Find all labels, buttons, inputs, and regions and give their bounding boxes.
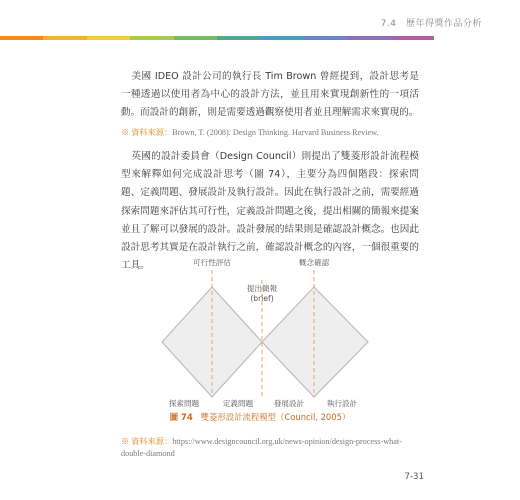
page-number: 7-31 bbox=[404, 472, 424, 482]
right-diamond bbox=[262, 287, 368, 397]
figure-number: 圖 74 bbox=[169, 412, 193, 422]
running-header: 7.4 歷年得獎作品分析 bbox=[380, 19, 482, 29]
label-feasibility: 可行性評估 bbox=[193, 258, 231, 267]
label-explore: 探索問題 bbox=[168, 399, 200, 408]
label-brief bbox=[247, 284, 277, 304]
figure-caption-text: 雙菱形設計流程模型（Council, 2005） bbox=[200, 412, 351, 422]
label-deliver: 執行設計 bbox=[326, 399, 358, 408]
brief-label-sub: (brief) bbox=[250, 294, 274, 303]
source-url: https://www.designcouncil.org.uk/news-opinion/design-process-what-double-diamond bbox=[121, 437, 402, 458]
paragraph-ideo: 美國 IDEO 設計公司的執行長 Tim Brown 曾經提到，設計思考是一種透過以使用者為中心的設計方法，並且用來實現創新性的一項活動。而設計的創新，則是需要透過觀察使用者並且理解需求來實現的。 bbox=[121, 71, 419, 119]
label-concept-confirm: 概念確認 bbox=[298, 258, 330, 267]
source-text: Brown, T. (2008). Design Thinking. Harvard Business Review. bbox=[172, 128, 379, 137]
brief-label-main: 提出簡報 bbox=[246, 284, 278, 293]
source-mark: ※ 資料來源： bbox=[121, 128, 173, 137]
source-mark: ※ 資料來源： bbox=[121, 437, 173, 446]
source-note-2 bbox=[121, 436, 421, 460]
label-develop: 發展設計 bbox=[273, 399, 305, 408]
paragraph-design-council: 英國的設計委員會（Design Council）則提出了雙菱形設計流程模型來解釋如何完成設計思考（圖 74），主要分為四個階段：探索問題、定義問題、發展設計及執行設計。因此在執行設計之前，需要經過探索問題來評估其可行性，定義設計問題之後，提出相關的簡報來提案並且了解可以發展的設計。設計發展的結果則是確認設計概念。也因此設計思考其實是在設計執行之前，確認設計概念的內容，一個很重要的工具。 bbox=[121, 151, 419, 272]
figure-caption bbox=[0, 411, 520, 423]
label-define: 定義問題 bbox=[222, 399, 254, 408]
